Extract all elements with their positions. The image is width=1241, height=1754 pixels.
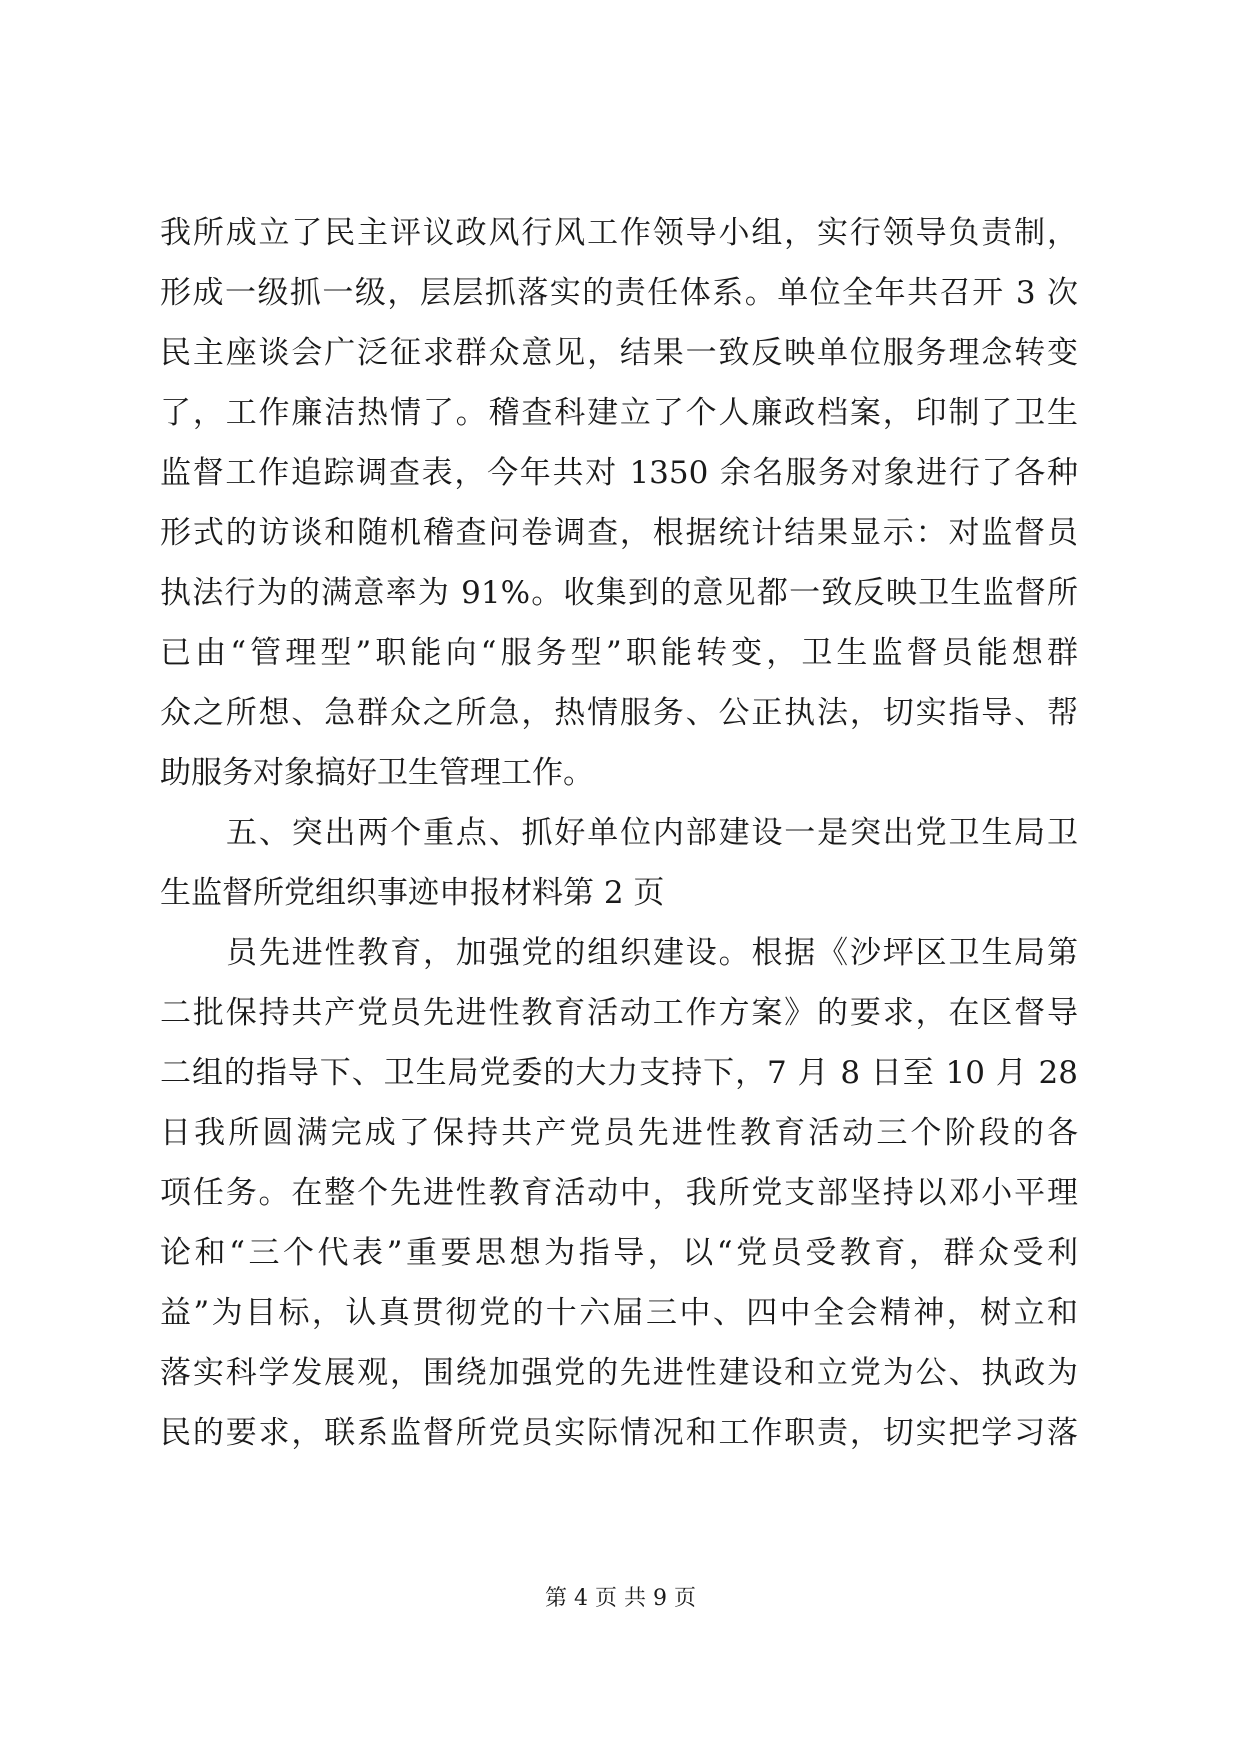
text-line: 形成一级抓一级，层层抓落实的责任体系。单位全年共召开 3 次 [160,275,1078,311]
text-line: 助服务对象搞好卫生管理工作。 [160,755,594,791]
paragraph [160,923,1078,1463]
page-number-footer: 第 4 页 共 9 页 [545,1586,696,1611]
paragraph [160,203,1078,803]
text-line: 生监督所党组织事迹申报材料第 2 页 [160,875,665,911]
text-line: 众之所想、急群众之所急，热情服务、公正执法，切实指导、帮 [160,695,1078,731]
text-line: 监督工作追踪调查表，今年共对 1350 余名服务对象进行了各种 [160,455,1078,491]
text-line: 论和“三个代表”重要思想为指导，以“党员受教育，群众受利 [160,1235,1078,1271]
text-line: 了，工作廉洁热情了。稽查科建立了个人廉政档案，印制了卫生 [160,395,1078,431]
text-line: 五、突出两个重点、抓好单位内部建设一是突出党卫生局卫 [226,815,1078,851]
paragraph [160,803,1078,923]
text-line: 员先进性教育，加强党的组织建设。根据《沙坪区卫生局第 [226,935,1078,971]
text-line: 已由“管理型”职能向“服务型”职能转变，卫生监督员能想群 [160,635,1078,671]
document-body [160,203,1078,1463]
text-line: 我所成立了民主评议政风行风工作领导小组，实行领导负责制， [160,215,1078,251]
text-line: 日我所圆满完成了保持共产党员先进性教育活动三个阶段的各 [160,1115,1078,1151]
text-line: 益”为目标，认真贯彻党的十六届三中、四中全会精神，树立和 [160,1295,1078,1331]
text-line: 二组的指导下、卫生局党委的大力支持下，7 月 8 日至 10 月 28 [160,1055,1078,1091]
text-line: 落实科学发展观，围绕加强党的先进性建设和立党为公、执政为 [160,1355,1078,1391]
text-line: 项任务。在整个先进性教育活动中，我所党支部坚持以邓小平理 [160,1175,1078,1211]
text-line: 执法行为的满意率为 91%。收集到的意见都一致反映卫生监督所 [160,575,1078,611]
text-line: 民主座谈会广泛征求群众意见，结果一致反映单位服务理念转变 [160,335,1078,371]
text-line: 形式的访谈和随机稽查问卷调查，根据统计结果显示：对监督员 [160,515,1078,551]
text-line: 二批保持共产党员先进性教育活动工作方案》的要求，在区督导 [160,995,1078,1031]
text-line: 民的要求，联系监督所党员实际情况和工作职责，切实把学习落 [160,1415,1078,1451]
